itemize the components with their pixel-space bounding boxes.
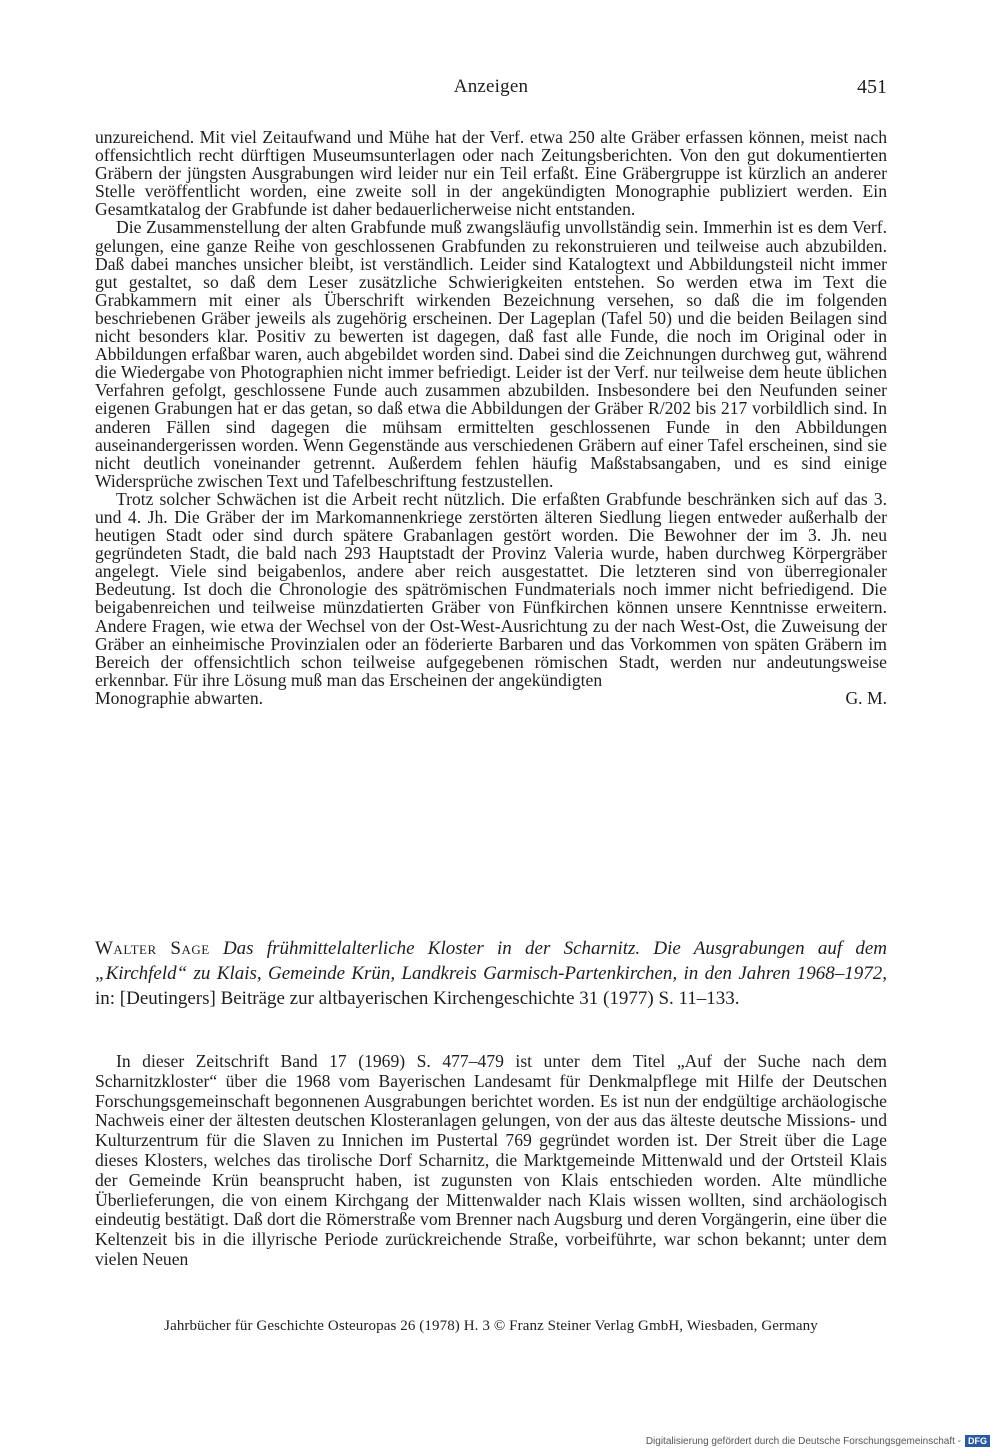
review-source: in: [Deutingers] Beiträge zur altbayerischen Kirchengeschichte 31 (1977) S. 11–133. (95, 988, 740, 1009)
closing-text: Monographie abwarten. (95, 687, 264, 708)
journal-imprint: Jahrbücher für Geschichte Osteuropas 26 (1978) H. 3 © Franz Steiner Verlag GmbH, Wiesbaden, Germany (164, 1318, 818, 1334)
review-body (95, 1052, 887, 1270)
running-title: Anzeigen (453, 76, 529, 97)
paragraph: Die Zusammenstellung der alten Grabfunde muß zwangsläufig unvollständig sein. Immerhin ist es dem Verf. gelungen, eine ganze Reihe von geschlossenen Grabfunden zu rekonstruieren und teilweise auch abzubilden. Daß dabei manches unsicher bleibt, ist verständlich. Leider sind Katalogtext und Abbildungsteil nicht immer gut gestaltet, so daß dem Leser zusätzliche Schwierigkeiten entstehen. So werden etwa im Text die Grabkammern mit einer als Überschrift wirkenden Bezeichnung versehen, so daß die im folgenden beschriebenen Gräber jeweils als zugehörig erscheinen. Der Lageplan (Tafel 50) und die beiden Beilagen sind nicht besonders klar. Positiv zu bewerten ist dagegen, daß fast alle Funde, die noch im Original oder in Abbildungen erfaßbar waren, auch abgebildet worden sind. Dabei sind die Zeichnungen durchweg gut, während die Wiedergabe von Photographien nicht immer befriedigt. Leider ist der Verf. nur teilweise dem heute üblichen Verfahren gefolgt, geschlossene Funde auch zusammen abzubilden. Insbesondere bei den Neufunden seiner eigenen Grabungen hat er das getan, so daß etwa die Abbildungen der Gräber R/202 bis 217 vorbildlich sind. In anderen Fällen sind dagegen die mühsam ermittelten geschlossenen Funde in den Abbildungen auseinandergerissen worden. Wenn Gegenstände aus verschiedenen Gräbern auf einer Tafel erscheinen, sind sie nicht deutlich voneinander getrennt. Außerdem fehlen häufig Maßstabsangaben, und es sind einige Widersprüche zwischen Text und Tafelbeschriftung festzustellen. (95, 217, 887, 491)
paragraph: unzureichend. Mit viel Zeitaufwand und Mühe hat der Verf. etwa 250 alte Gräber erfassen können, meist nach offensichtlich recht dürftigen Museumsunterlagen oder nach Zeitungsberichten. Von den gut dokumentierten Gräbern der jüngsten Ausgrabungen wird leider nur ein Teil erfaßt. Eine Gräbergruppe ist kürzlich an anderer Stelle veröffentlicht worden, eine zweite soll in der angekündigten Monographie publiziert werden. Ein Gesamtkatalog der Grabfunde ist daher bedauerlicherweise nicht entstanden. (95, 127, 887, 220)
review-title: Das frühmittelalterliche Kloster in der Scharnitz. Die Ausgrabungen auf dem „Kirchfeld“ zu Klais, Gemeinde Krün, Landkreis Garmisch-Partenkirchen, in den Jahren 1968–1972, (95, 938, 888, 984)
previous-review-text (95, 128, 887, 707)
dfg-logo: DFG (965, 1435, 990, 1447)
paragraph: In dieser Zeitschrift Band 17 (1969) S. 477–479 ist unter dem Titel „Auf der Suche nach dem Scharnitzkloster“ über die 1968 vom Bayerischen Landesamt für Denkmalpflege mit Hilfe der Deutschen Forschungsgemeinschaft begonnenen Ausgrabungen berichtet worden. Es ist nun der endgültige archäologische Nachweis einer der ältesten deutschen Klosteranlagen gelungen, von der aus das älteste deutsche Missions- und Kulturzentrum für die Slaven zu Innichen im Pustertal 769 gegründet worden ist. Der Streit über die Lage dieses Klosters, welches das tirolische Dorf Scharnitz, die Marktgemeinde Mittenwald und der Ortsteil Klais der Gemeinde Krün beansprucht haben, ist zugunsten von Klais entschieden worden. Alte mündliche Überlieferungen, die von einem Kirchgang der Mittenwalder nach Klais wissen wollten, sind archäologisch eindeutig bestätigt. Daß dort die Römerstraße vom Brenner nach Augsburg und deren Vorgängerin, eine über die Keltenzeit bis in die illyrische Periode zurückreichende Straße, vorbeiführte, war schon bekannt; unter dem vielen Neuen (95, 1051, 887, 1269)
paragraph: Trotz solcher Schwächen ist die Arbeit recht nützlich. Die erfaßten Grabfunde beschränken sich auf das 3. und 4. Jh. Die Gräber der im Markomannenkriege zerstörten älteren Siedlung liegen entweder außerhalb der heutigen Stadt oder sind durch spätere Grabanlagen gestört worden. Die Bewohner der im 3. Jh. neu gegründeten Stadt, die bald nach 293 Hauptstadt der Provinz Valeria wurde, haben durchweg Körpergräber angelegt. Viele sind beigabenlos, andere aber reich ausgestattet. Die letzteren sind von überregionaler Bedeutung. Ist doch die Chronologie des spätrömischen Fundmaterials noch immer nicht befriedigend. Die beigabenreichen und teilweise münzdatierten Gräber von Fünfkirchen können unsere Kenntnisse erweitern. Andere Fragen, wie etwa der Wechsel von der Ost-West-Ausrichtung zu der nach West-Ost, die Zuweisung der Gräber an einheimische Provinzialen oder an föderierte Barbaren und das Vorkommen von späten Gräbern im Bereich der offensichtlich schon teilweise aufgegebenen römischen Stadt, werden nur andeutungsweise erkennbar. Für ihre Lösung muß man das Erscheinen der angekündigten (95, 488, 887, 690)
running-head (95, 76, 887, 102)
closing-line (95, 689, 887, 707)
digitization-note: Digitalisierung gefördert durch die Deutsche Forschungsgemeinschaft - (645, 1435, 961, 1447)
review-author: Walter Sage (95, 938, 210, 959)
reviewer-signature: G. M. (845, 687, 887, 708)
review-heading (95, 936, 887, 1011)
digitization-banner (646, 1434, 990, 1448)
page-number: 451 (857, 76, 887, 98)
